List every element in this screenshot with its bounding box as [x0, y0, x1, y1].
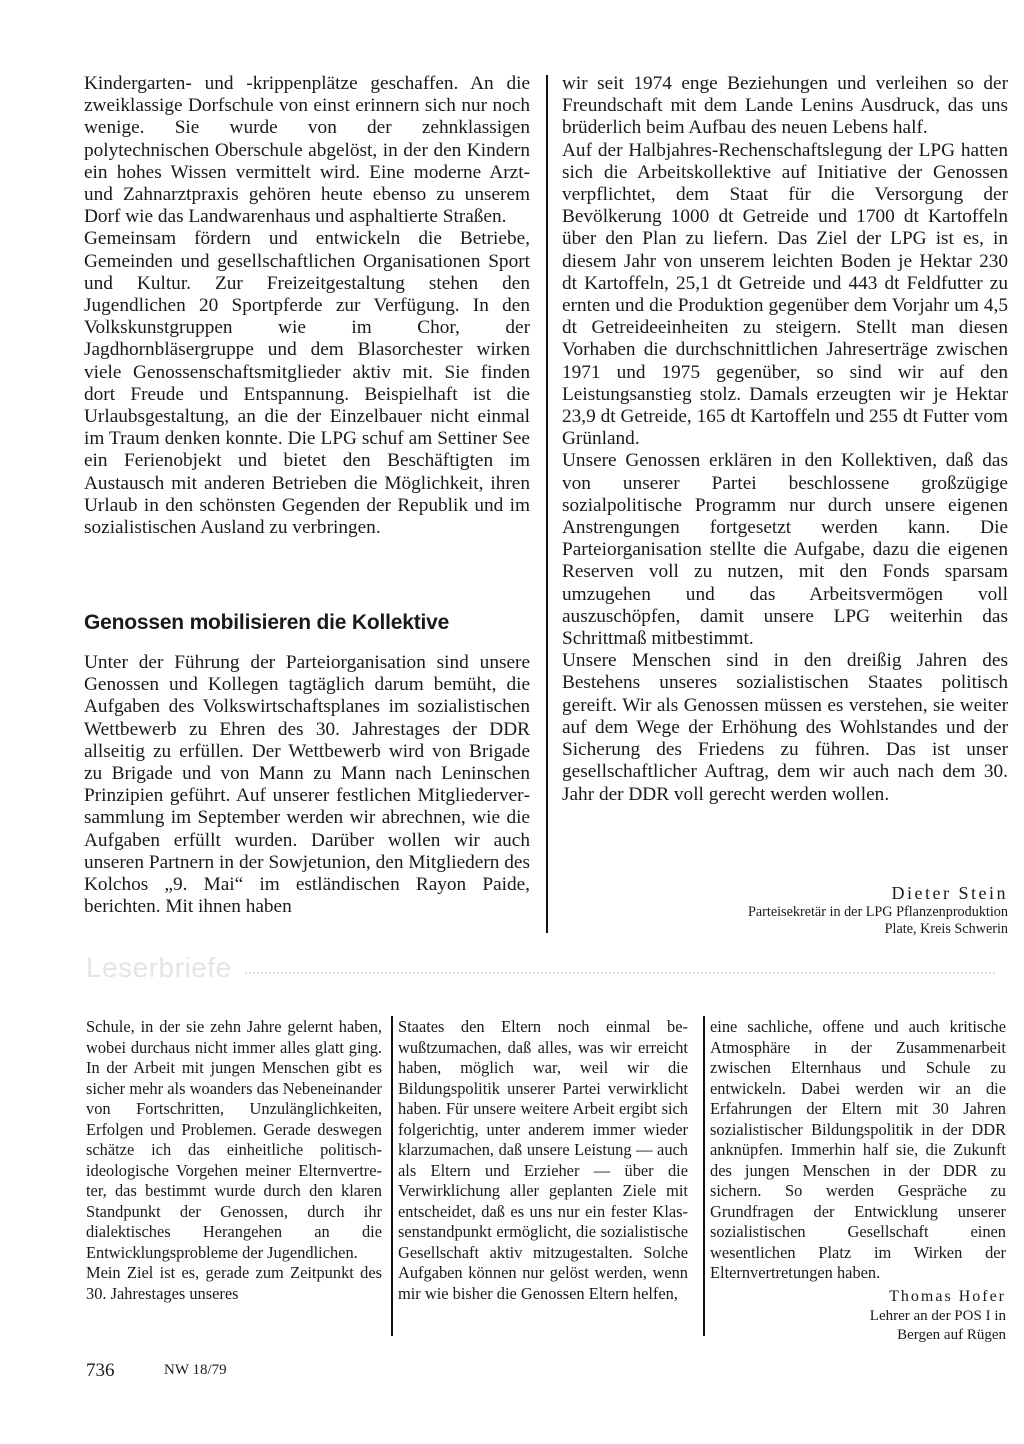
paragraph: Staates den Eltern noch einmal bewußtzumachen, daß alles, was wir erreicht haben, möglich war, weil wir die Bildungspolitik unserer Partei verwirklicht haben. Für unsere weitere Arbeit ergibt sich folgerichtig, unter anderem immer wieder klarzumachen, daß unsere Leistung — auch als Eltern und Erzieher — über die Verwirklichung aller geplanten Ziele mit entscheidet, daß es uns nur ein fester Klassenstandpunkt ermöglicht, die sozialistische Gesellschaft aktiv mitzugestalten. Solche Aufgaben können nur gelöst werden, wenn mir wie bisher die Genossen Eltern helfen,: [398, 1017, 688, 1303]
column-divider: [546, 75, 548, 933]
article-left-column-continued: [84, 652, 530, 918]
paragraph: Unter der Führung der Parteiorganisation sind unsere Genossen und Kollegen tagtäglich darum bemüht, die Aufgaben des Volkswirtschaftsplanes im sozialistischen Wettbewerb zu Ehren des 30. Jahrestages der DDR allseitig zu erfüllen. Der Wettbewerb wird von Brigade zu Brigade und von Mann zu Mann nach Leninschen Prinzipien geführt. Auf unserer festlichen Mitgliederversammlung im September werden wir abrechnen, wie die Aufgaben erfüllt wurden. Darüber wollen wir auch unseren Partnern in der Sowjetunion, den Mitgliedern des Kolchos „9. Mai“ im estländischen Rayon Paide, berichten. Mit ihnen haben: [84, 652, 530, 918]
paragraph: wir seit 1974 enge Beziehungen und verleihen so der Freundschaft mit dem Lande Lenins Ausdruck, das uns brüderlich beim Aufbau des neuen Lebens half.: [562, 73, 1008, 139]
author-location: Plate, Kreis Schwerin: [884, 921, 1008, 937]
issue-label: NW 18/79: [164, 1362, 227, 1378]
column-divider: [391, 1016, 393, 1336]
letter-author-name: Thomas Hofer: [889, 1288, 1006, 1305]
letter-column-2: [398, 1017, 688, 1304]
author-role: Parteisekretär in der LPG Pflanzenproduktion: [747, 904, 1008, 920]
page-number: 736: [86, 1360, 115, 1381]
paragraph: Kindergarten- und -krippenplätze geschaffen. An die zweiklassige Dorfschule von einst erinnern sich nur noch wenige. Sie wurde von der zehnklassigen polytechnischen Oberschule abgelöst, in der den Kindern ein hohes Wissen vermittelt wird. Eine moderne Arzt- und Zahnarztpraxis gehören heute ebenso zu unserem Dorf wie das Landwarenhaus und asphaltierte Straßen.: [84, 73, 530, 228]
column-divider: [703, 1016, 705, 1336]
paragraph: Auf der Halbjahres-Rechenschaftslegung der LPG hatten sich die Arbeitskollektive auf Initiative der Genossen verpflichtet, dem Staat für die Versorgung der Bevölkerung 1000 dt Getreide und 1700 dt Kartoffeln über den Plan zu liefern. Das Ziel der LPG ist es, in diesem Jahr von unserem leichten Boden je Hektar 230 dt Kartoffeln, 25,1 dt Getreide und 443 dt Feldfutter zu ernten und die Produktion gegenüber dem Vorjahr um 4,5 dt Getreideeinheiten zu steigern. Stellt man diesen Vorhaben die durchschnittlichen Jahreserträge zwischen 1971 und 1975 gegenüber, so sind wir auf den Leistungsanstieg stolz. Damals erzeugten wir je Hektar 23,9 dt Getreide, 165 dt Kartoffeln und 255 dt Futter vom Grünland.: [562, 139, 1008, 450]
article-left-column: [84, 73, 530, 539]
section-label-rule: [245, 972, 995, 975]
letter-author-location: Bergen auf Rügen: [897, 1327, 1006, 1343]
paragraph: Unsere Genossen erklären in den Kollektiven, daß das von unserer Partei beschlossene großzügige sozialpolitische Programm nur durch unsere eigenen Anstrengungen fortgesetzt werden kann. Die Parteiorganisation stellte die Aufgabe, dazu die eigenen Reserven voll zu nutzen, mit den Fonds sparsam umzugehen und das Arbeitsvermögen voll auszuschöpfen, damit unsere LPG weiterhin das Schrittmaß mitbestimmt.: [562, 450, 1008, 650]
section-heading: Genossen mobilisieren die Kollektive: [84, 611, 450, 634]
letter-author-role: Lehrer an der POS I in: [869, 1308, 1006, 1324]
paragraph: eine sachliche, offene und auch kritische Atmosphäre in der Zusammenarbeit zwischen Elternhaus und Schule zu entwickeln. Dabei werden wir an die Erfahrungen der Eltern mit 30 Jahren sozialistischer Bildungspolitik in der DDR anknüpfen. Immerhin half sie, die Zukunft des jungen Menschen in der DDR zu sichern. So werden Gespräche zu Grundfragen der Entwicklung unserer sozialistischen Gesellschaft einen wesentlichen Platz im Wirken der Elternvertretungen haben.: [710, 1017, 1006, 1282]
paragraph: Gemeinsam fördern und entwickeln die Betriebe, Gemeinden und gesellschaftlichen Organisationen Sport und Kultur. Zur Freizeitgestaltung stehen den Jugendlichen 20 Sportpferde zur Verfügung. In den Volkskunstgruppen wie im Chor, der Jagdhornbläsergruppe und dem Blasorchester wirken viele Genossenschaftsmitglieder aktiv mit. Sie finden dort Freude und Entspannung. Beispielhaft ist die Urlaubsgestaltung, an die der Einzelbauer nicht einmal im Traum denken konnte. Die LPG schuf am Settiner See ein Ferienobjekt und bietet den Beschäftigten im Austausch mit anderen Betrieben die Möglichkeit, ihren Urlaub in den schönsten Gegenden der Republik und im sozialistischen Ausland zu verbringen.: [84, 228, 530, 539]
section-label-leserbriefe: Leserbriefe: [86, 952, 232, 983]
letter-column-1: [86, 1017, 382, 1304]
paragraph: Schule, in der sie zehn Jahre gelernt haben, wobei durchaus nicht immer alles glatt ging. In der Arbeit mit jungen Menschen gibt es sicher mehr als woanders das Nebeneinander von Fortschritten, Unzulänglichkeiten, Erfolgen und Problemen. Gerade deswegen schätze ich das einheitliche politisch-ideologische Vorgehen meiner Elternvertreter, das bestimmt wurde durch den klaren Standpunkt der Genossen, durch ihr dialektisches Herangehen an die Entwicklungsprobleme der Jugendlichen.: [86, 1017, 382, 1262]
paragraph: Mein Ziel ist es, gerade zum Zeitpunkt des 30. Jahrestages unseres: [86, 1263, 382, 1303]
letter-column-3: [710, 1017, 1006, 1284]
author-name: Dieter Stein: [891, 883, 1008, 903]
article-right-column: [562, 73, 1008, 806]
paragraph: Unsere Menschen sind in den dreißig Jahren des Bestehens unseres sozialistischen Staates politisch gereift. Wir als Genossen müssen es verstehen, sie weiter auf dem Wege der Erhöhung des Wohlstandes und der Sicherung des Friedens zu führen. Das ist unser gesellschaftlicher Auftrag, dem wir auch nach dem 30. Jahr der DDR voll gerecht werden wollen.: [562, 650, 1008, 805]
